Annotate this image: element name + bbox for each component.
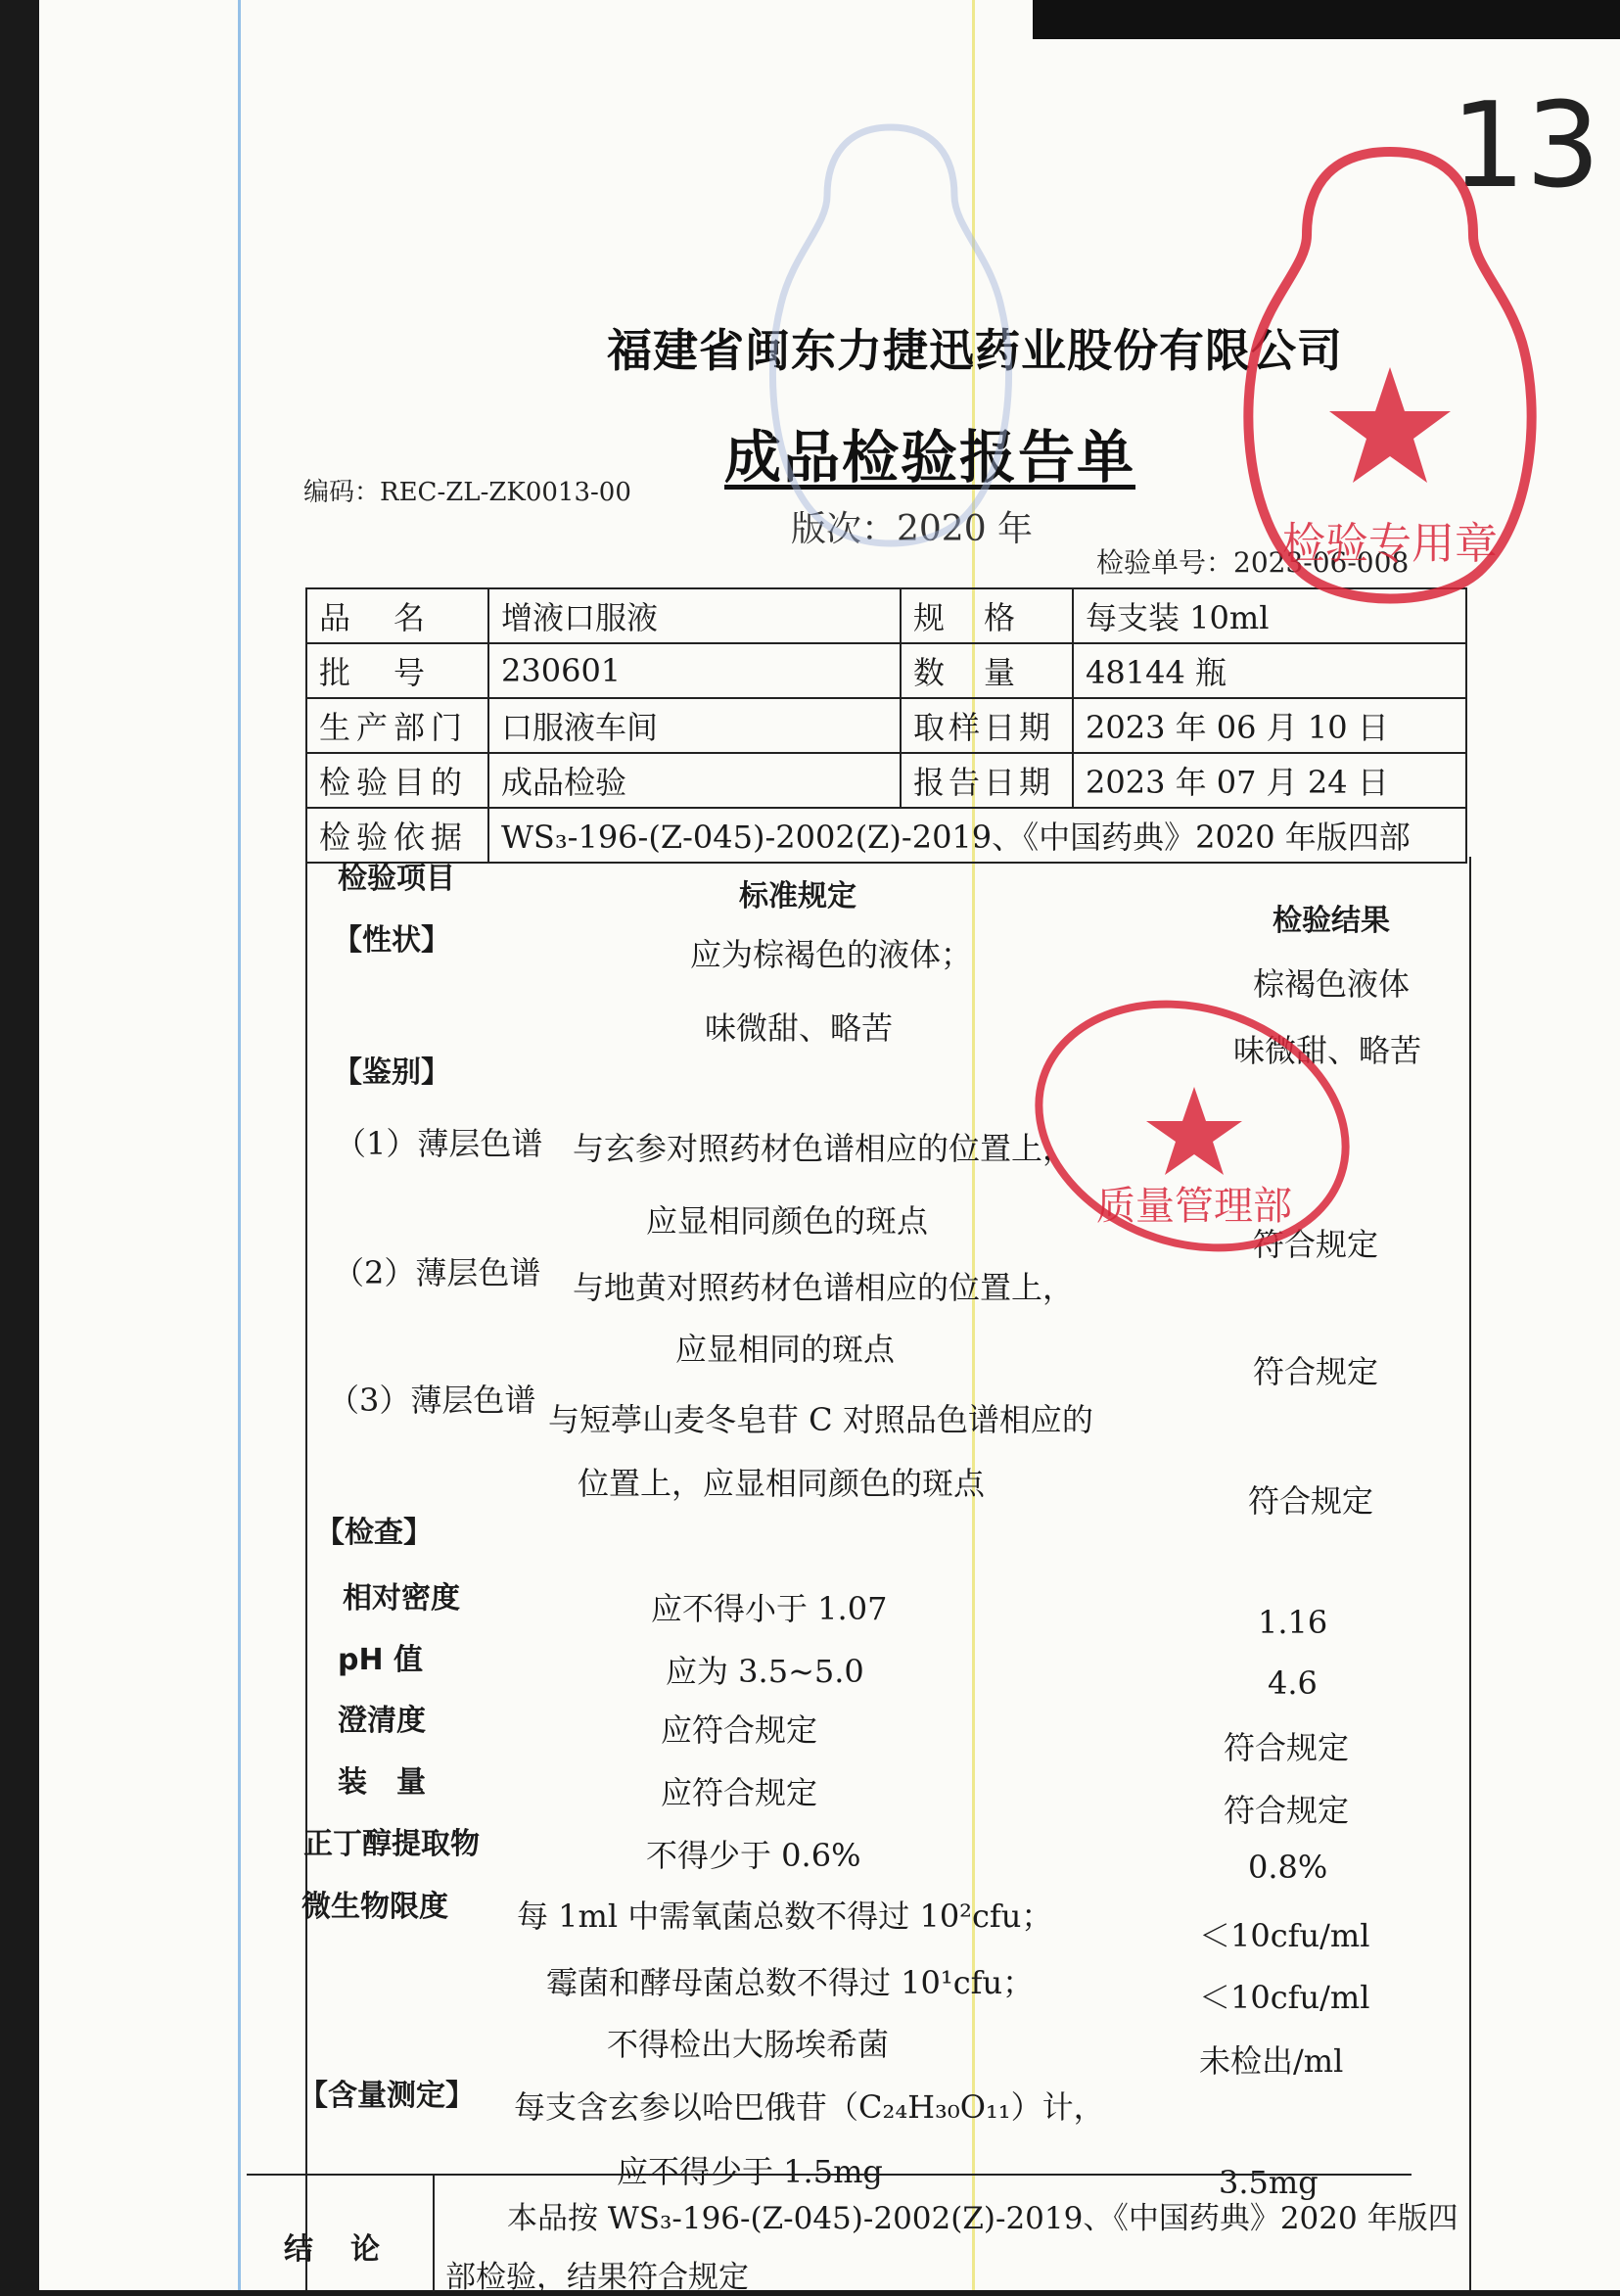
document-code: 编码：REC-ZL-ZK0013-00 — [303, 478, 631, 507]
result-text: 4.6 — [1268, 1664, 1318, 1702]
item-text: 装 量 — [338, 1765, 426, 1800]
sample-date-label: 取样日期 — [901, 698, 1073, 753]
standard-text: 应不得少于 1.5mg — [617, 2153, 883, 2190]
standard-text: 每支含玄参以哈巴俄苷（C₂₄H₃₀O₁₁）计， — [514, 2088, 1105, 2126]
result-text: 符合规定 — [1224, 1729, 1350, 1766]
svg-text:检验专用章: 检验专用章 — [1282, 519, 1498, 569]
result-text: 棕褐色液体 — [1253, 965, 1411, 1003]
item-text: （1）薄层色谱 — [335, 1125, 543, 1162]
column-header-result: 检验结果 — [1273, 904, 1390, 938]
purpose-label: 检验目的 — [306, 753, 488, 808]
sample-date-value: 2023 年 06 月 10 日 — [1073, 698, 1466, 753]
quantity-label: 数 量 — [901, 643, 1073, 698]
item-text: （2）薄层色谱 — [333, 1254, 541, 1291]
handwritten-page-number: 13 — [1451, 78, 1600, 214]
report-date-label: 报告日期 — [901, 753, 1073, 808]
conclusion-label: 结 论 — [284, 2232, 384, 2267]
item-text: 正丁醇提取物 — [303, 1827, 480, 1861]
standard-text: 应显相同颜色的斑点 — [646, 1202, 929, 1240]
department-value: 口服液车间 — [488, 698, 901, 753]
standard-text: 应为棕褐色的液体； — [690, 936, 973, 973]
product-value: 增液口服液 — [488, 588, 901, 643]
conclusion-text: 本品按 WS₃-196-(Z-045)-2002(Z)-2019、《中国药典》2020 年版四 — [507, 2201, 1458, 2236]
result-text: 3.5mg — [1219, 2164, 1319, 2201]
qa-department-seal-stamp — [1018, 979, 1370, 1273]
item-text: 澄清度 — [338, 1704, 426, 1738]
result-text: 符合规定 — [1253, 1226, 1379, 1263]
department-label: 生产部门 — [306, 698, 488, 753]
item-text: 相对密度 — [343, 1581, 460, 1616]
column-header-standard: 标准规定 — [739, 879, 856, 914]
result-text: 0.8% — [1248, 1849, 1328, 1886]
spec-value: 每支装 10ml — [1073, 588, 1466, 643]
result-text: ＜10cfu/ml — [1199, 1979, 1370, 2016]
scan-border — [1033, 0, 1620, 39]
standard-text: 味微甜、略苦 — [705, 1009, 894, 1047]
standard-text: 不得少于 0.6% — [646, 1837, 861, 1874]
company-seal-stamp — [1233, 147, 1547, 636]
item-text: pH 值 — [338, 1643, 424, 1677]
quantity-value: 48144 瓶 — [1073, 643, 1466, 698]
section-identification: 【鉴别】 — [333, 1055, 450, 1090]
column-header-item: 检验项目 — [338, 862, 455, 896]
basis-label: 检验依据 — [306, 808, 488, 863]
item-text: （3）薄层色谱 — [328, 1382, 536, 1419]
scan-artifact-line — [238, 0, 241, 2290]
standard-text: 位置上，应显相同颜色的斑点 — [578, 1465, 986, 1502]
section-appearance: 【性状】 — [333, 923, 450, 958]
standard-text: 应显相同的斑点 — [675, 1331, 896, 1368]
ghost-seal-stamp — [744, 117, 1038, 568]
result-text: ＜10cfu/ml — [1199, 1917, 1370, 1954]
result-text: 符合规定 — [1253, 1353, 1379, 1390]
basis-value: WS₃-196-(Z-045)-2002(Z)-2019、《中国药典》2020 年版四部 — [488, 808, 1466, 863]
standard-text: 霉菌和酵母菌总数不得过 10¹cfu； — [546, 1964, 1035, 2001]
standard-text: 应符合规定 — [661, 1711, 818, 1749]
standard-text: 应不得小于 1.07 — [651, 1590, 888, 1627]
svg-text:质量管理部: 质量管理部 — [1096, 1184, 1292, 1229]
page-title: 成品检验报告单 — [724, 424, 1136, 491]
batch-value: 230601 — [488, 643, 901, 698]
standard-text: 与玄参对照药材色谱相应的位置上， — [573, 1130, 1075, 1167]
standard-text: 应符合规定 — [661, 1774, 818, 1811]
standard-text: 与地黄对照药材色谱相应的位置上， — [573, 1269, 1075, 1306]
product-label: 品 名 — [306, 588, 488, 643]
company-name: 福建省闽东力捷迅药业股份有限公司 — [607, 324, 1343, 377]
batch-label: 批 号 — [306, 643, 488, 698]
standard-text: 不得检出大肠埃希菌 — [607, 2026, 890, 2063]
standard-text: 与短葶山麦冬皂苷 C 对照品色谱相应的 — [548, 1401, 1093, 1438]
section-assay: 【含量测定】 — [299, 2079, 475, 2113]
version: 版次：2020 年 — [791, 509, 1034, 549]
purpose-value: 成品检验 — [488, 753, 901, 808]
section-check: 【检查】 — [315, 1516, 433, 1550]
result-text: 符合规定 — [1248, 1482, 1374, 1520]
result-text: 1.16 — [1258, 1604, 1328, 1641]
divider — [433, 2176, 435, 2292]
standard-text: 每 1ml 中需氧菌总数不得过 10²cfu； — [517, 1898, 1053, 1935]
result-text: 未检出/ml — [1199, 2042, 1344, 2080]
spec-label: 规 格 — [901, 588, 1073, 643]
conclusion-text: 部检验，结果符合规定 — [445, 2260, 749, 2295]
result-text: 符合规定 — [1224, 1792, 1350, 1829]
standard-text: 应为 3.5~5.0 — [666, 1653, 864, 1690]
inspection-number: 检验单号：2023-06-008 — [1096, 546, 1410, 579]
item-text: 微生物限度 — [301, 1890, 448, 1924]
result-text: 味微甜、略苦 — [1233, 1032, 1422, 1069]
report-date-value: 2023 年 07 月 24 日 — [1073, 753, 1466, 808]
